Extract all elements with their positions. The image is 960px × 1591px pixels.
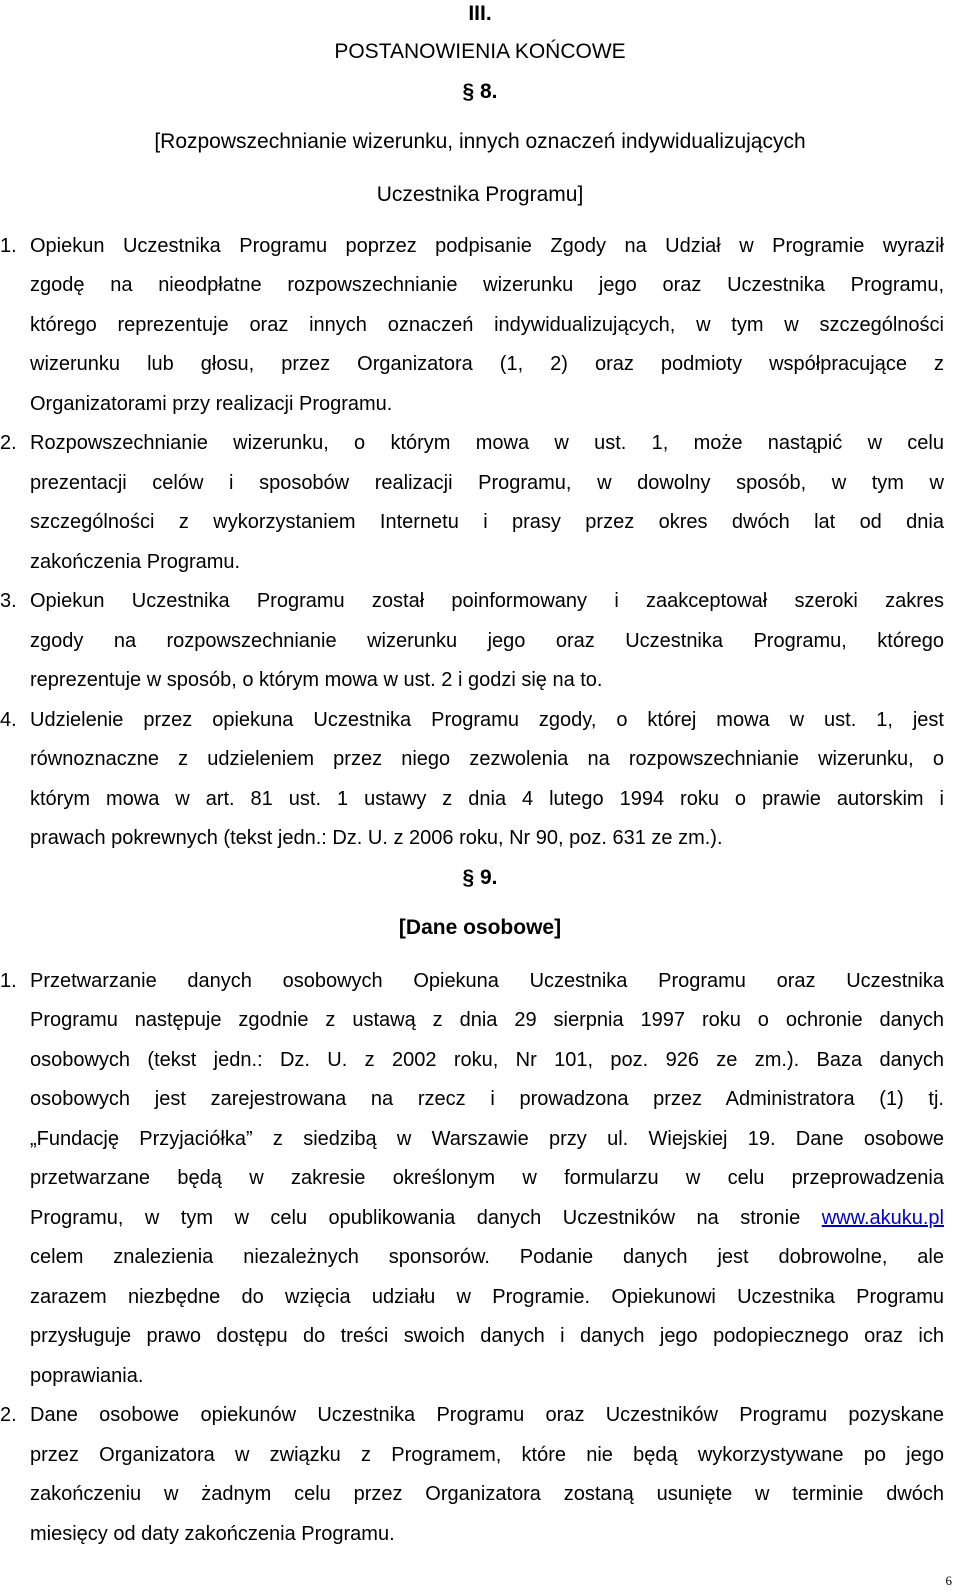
point-number: 3. — [0, 590, 17, 612]
paragraph-line-text: Programu, w tym w celu opublikowania danych Uczestników na stronie — [30, 1207, 822, 1229]
paragraph-line: prawach pokrewnych (tekst jedn.: Dz. U. z 2006 roku, Nr 90, poz. 631 ze zm.). — [30, 827, 723, 849]
paragraph-line: zarazem niezbędne do wzięcia udziału w Programie. Opiekunowi Uczestnika Programu — [30, 1286, 944, 1308]
paragraph-line: Rozpowszechnianie wizerunku, o którym mowa w ust. 1, może nastąpić w celu — [30, 432, 944, 454]
paragraph-line: wizerunku lub głosu, przez Organizatora (1, 2) oraz podmioty współpracujące z — [30, 353, 944, 375]
paragraph-line: szczególności z wykorzystaniem Internetu i prasy przez okres dwóch lat od dnia — [30, 511, 944, 533]
paragraph-line: miesięcy od daty zakończenia Programu. — [30, 1523, 395, 1545]
point-number: 4. — [0, 709, 17, 731]
point-number: 1. — [0, 235, 17, 257]
paragraph-line: przetwarzane będą w zakresie określonym w formularzu w celu przeprowadzenia — [30, 1167, 944, 1189]
paragraph-line: Opiekun Uczestnika Programu został poinformowany i zaakceptował szeroki zakres — [30, 590, 944, 612]
paragraph-line: którym mowa w art. 81 ust. 1 ustawy z dnia 4 lutego 1994 roku o prawie autorskim i — [30, 788, 944, 810]
paragraph-line: przysługuje prawo dostępu do treści swoich danych i danych jego podopiecznego oraz ich — [30, 1325, 944, 1347]
paragraph-line: równoznaczne z udzieleniem przez niego zezwolenia na rozpowszechnianie wizerunku, o — [30, 748, 944, 770]
point-number: 2. — [0, 1404, 17, 1426]
paragraph-line: poprawiania. — [30, 1365, 144, 1387]
paragraph-line: przez Organizatora w związku z Programem, które nie będą wykorzystywane po jego — [30, 1444, 944, 1466]
paragraph-line: Przetwarzanie danych osobowych Opiekuna Uczestnika Programu oraz Uczestnika — [30, 970, 944, 992]
paragraph-line: zgodę na nieodpłatne rozpowszechnianie wizerunku jego oraz Uczestnika Programu, — [30, 274, 944, 296]
paragraph-line: prezentacji celów i sposobów realizacji Programu, w dowolny sposób, w tym w — [30, 472, 944, 494]
section-9-sign: § 9. — [462, 866, 498, 889]
paragraph-line: Programu następuje zgodnie z ustawą z dnia 29 sierpnia 1997 roku o ochronie danych — [30, 1009, 944, 1031]
part-title: POSTANOWIENIA KOŃCOWE — [334, 40, 626, 63]
paragraph-line: osobowych (tekst jedn.: Dz. U. z 2002 roku, Nr 101, poz. 926 ze zm.). Baza danych — [30, 1049, 944, 1071]
section-8-sign: § 8. — [462, 80, 498, 103]
paragraph-line: celem znalezienia niezależnych sponsorów. Podanie danych jest dobrowolne, ale — [30, 1246, 944, 1268]
paragraph-line: zgody na rozpowszechnianie wizerunku jego oraz Uczestnika Programu, którego — [30, 630, 944, 652]
paragraph-line: zakończeniu w żadnym celu przez Organizatora zostaną usunięte w terminie dwóch — [30, 1483, 944, 1505]
paragraph-line: Opiekun Uczestnika Programu poprzez podpisanie Zgody na Udział w Programie wyraził — [30, 235, 944, 257]
paragraph-line: którego reprezentuje oraz innych oznaczeń indywidualizujących, w tym w szczególności — [30, 314, 944, 336]
website-link[interactable]: www.akuku.pl — [821, 1207, 944, 1229]
section-8-title-line-1: [Rozpowszechnianie wizerunku, innych oznaczeń indywidualizujących — [154, 130, 806, 153]
paragraph-line: osobowych jest zarejestrowana na rzecz i prowadzona przez Administratora (1) tj. — [30, 1088, 944, 1110]
paragraph-line: „Fundację Przyjaciółka” z siedzibą w Warszawie przy ul. Wiejskiej 19. Dane osobowe — [30, 1128, 944, 1150]
section-9-title: [Dane osobowe] — [398, 916, 562, 939]
point-number: 2. — [0, 432, 17, 454]
paragraph-line: Dane osobowe opiekunów Uczestnika Programu oraz Uczestników Programu pozyskane — [30, 1404, 944, 1426]
point-number: 1. — [0, 970, 17, 992]
paragraph-line: reprezentuje w sposób, o którym mowa w ust. 2 i godzi się na to. — [30, 669, 603, 691]
paragraph-line: Udzielenie przez opiekuna Uczestnika Programu zgody, o której mowa w ust. 1, jest — [30, 709, 944, 731]
paragraph-line-with-link — [30, 1206, 944, 1230]
part-roman-numeral: III. — [468, 2, 492, 25]
paragraph-line: zakończenia Programu. — [30, 551, 241, 573]
section-8-title-line-2: Uczestnika Programu] — [376, 183, 584, 206]
page-number: 6 — [945, 1573, 952, 1588]
paragraph-line: Organizatorami przy realizacji Programu. — [30, 393, 393, 415]
